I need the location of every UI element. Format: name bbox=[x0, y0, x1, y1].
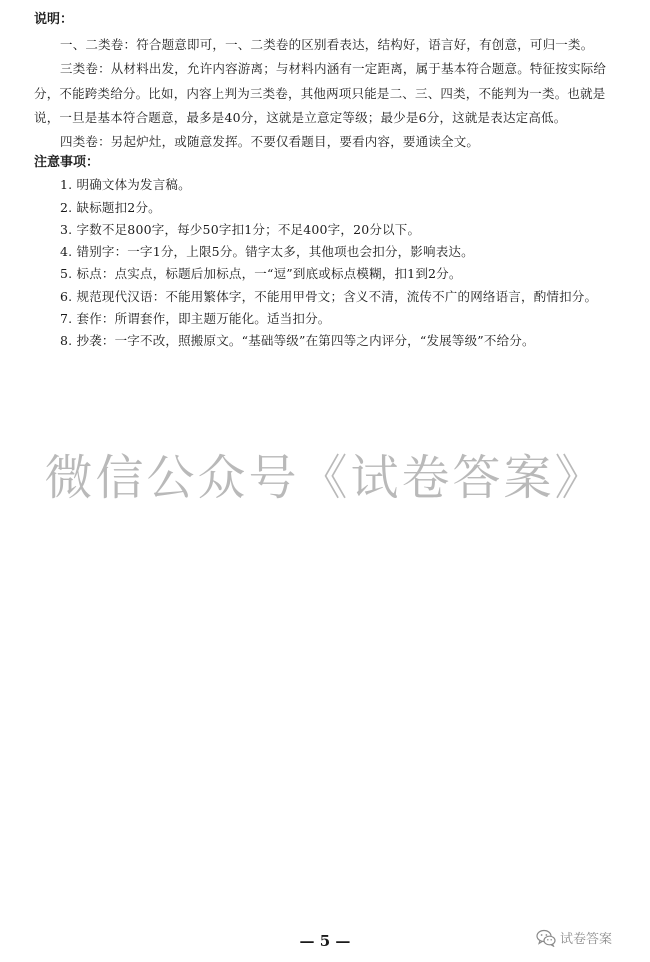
notes-paragraph-3: 四类卷：另起炉灶，或随意发挥。不要仅看题目，要看内容，要通读全文。 bbox=[60, 134, 480, 149]
brand-text: 试卷答案 bbox=[560, 932, 613, 947]
notes-paragraph-2: 三类卷：从材料出发，允许内容游离；与材料内涵有一定距离，属于基本符合题意。特征按实际给分，不能跨类给分。比如，内容上判为三类卷，其他两项只能是二、三、四类，不能判为一类。也就是说，一旦是基本符合题意，最多是40分，这就是立意定等级；最少是6分，这就是表达定高低。 bbox=[34, 61, 607, 125]
wechat-icon bbox=[536, 929, 556, 947]
caution-item-3: 3. 字数不足800字，每少50字扣1分；不足400字，20分以下。 bbox=[60, 222, 421, 237]
page-number: — 5 — bbox=[299, 932, 351, 950]
caution-item-8: 8. 抄袭：一字不改，照搬原文。“基础等级”在第四等之内评分，“发展等级”不给分。 bbox=[60, 333, 535, 348]
brand-mark bbox=[536, 928, 612, 947]
caution-item-7: 7. 套作：所谓套作，即主题万能化。适当扣分。 bbox=[60, 311, 331, 326]
caution-item-5: 5. 标点：点实点，标题后加标点，一“逗”到底或标点模糊，扣1到2分。 bbox=[60, 266, 462, 281]
notes-heading: 说明： bbox=[34, 12, 74, 27]
watermark-text: 微信公众号《试卷答案》 bbox=[44, 450, 606, 506]
caution-item-6: 6. 规范现代汉语：不能用繁体字，不能用甲骨文；含义不清，流传不广的网络语言，酌情扣分。 bbox=[60, 289, 598, 304]
caution-item-1: 1. 明确文体为发言稿。 bbox=[60, 177, 191, 192]
cautions-heading: 注意事项： bbox=[34, 155, 100, 170]
caution-item-2: 2. 缺标题扣2分。 bbox=[60, 200, 161, 215]
caution-item-4: 4. 错别字：一字1分，上限5分。错字太多，其他项也会扣分，影响表达。 bbox=[60, 244, 474, 259]
notes-paragraph-1: 一、二类卷：符合题意即可，一、二类卷的区别看表达，结构好，语言好，有创意，可归一类。 bbox=[60, 37, 594, 52]
